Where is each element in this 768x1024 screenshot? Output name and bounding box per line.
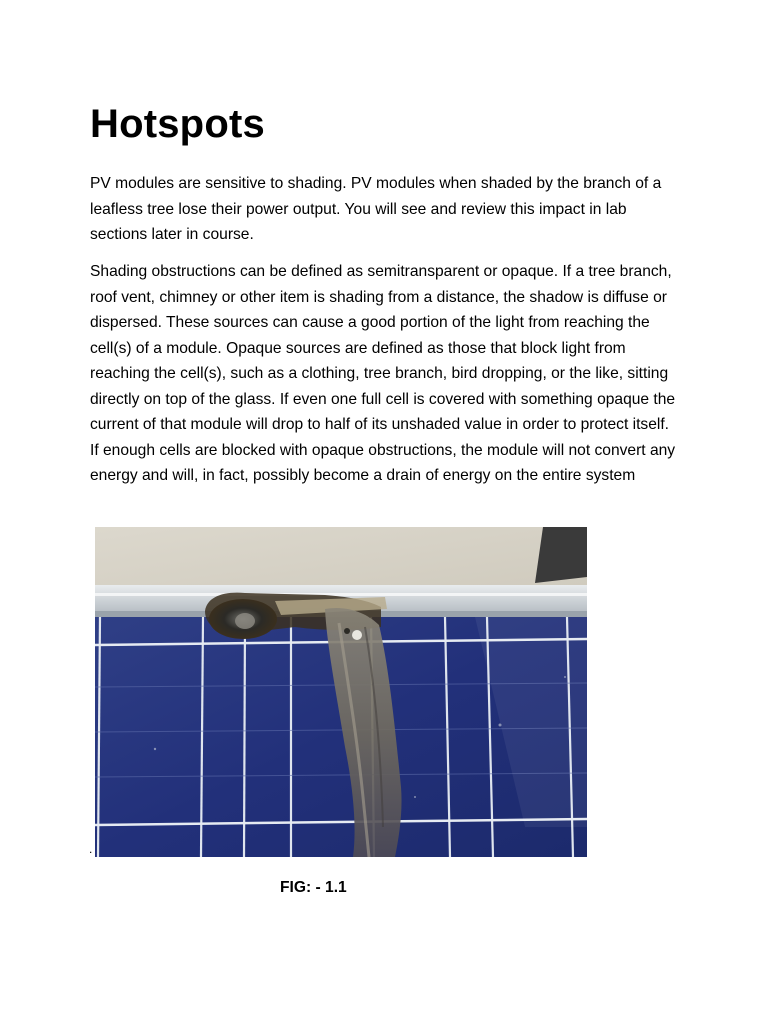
- body-paragraph: PV modules are sensitive to shading. PV modules when shaded by the branch of a leafless tree lose their power output. You will see and review this impact in lab sections later in course.: [90, 175, 662, 243]
- page-title: Hotspots: [90, 102, 265, 146]
- body-paragraph: Shading obstructions can be defined as semitransparent or opaque. If a tree branch, roof vent, chimney or other item is shading from a distance, the shadow is diffuse or dispersed. These sources can cause a good portion of the light from reaching the cell(s) of a module. Opaque sources are defined as those that block light from reaching the cell(s), such as a clothing, tree branch, bird dropping, or the like, sitting directly on top of the glass. If even one full cell is covered with something opaque the current of that module will drop to half of its unshaded value in order to protect itself. If enough cells are blocked with opaque obstructions, the module will not convert any energy and will, in fact, possibly become a drain of energy on the entire system: [90, 263, 676, 484]
- solar-panel-hotspot-photo: [95, 527, 587, 857]
- stray-period: .: [89, 842, 93, 856]
- figure-caption: FIG: - 1.1: [280, 879, 347, 896]
